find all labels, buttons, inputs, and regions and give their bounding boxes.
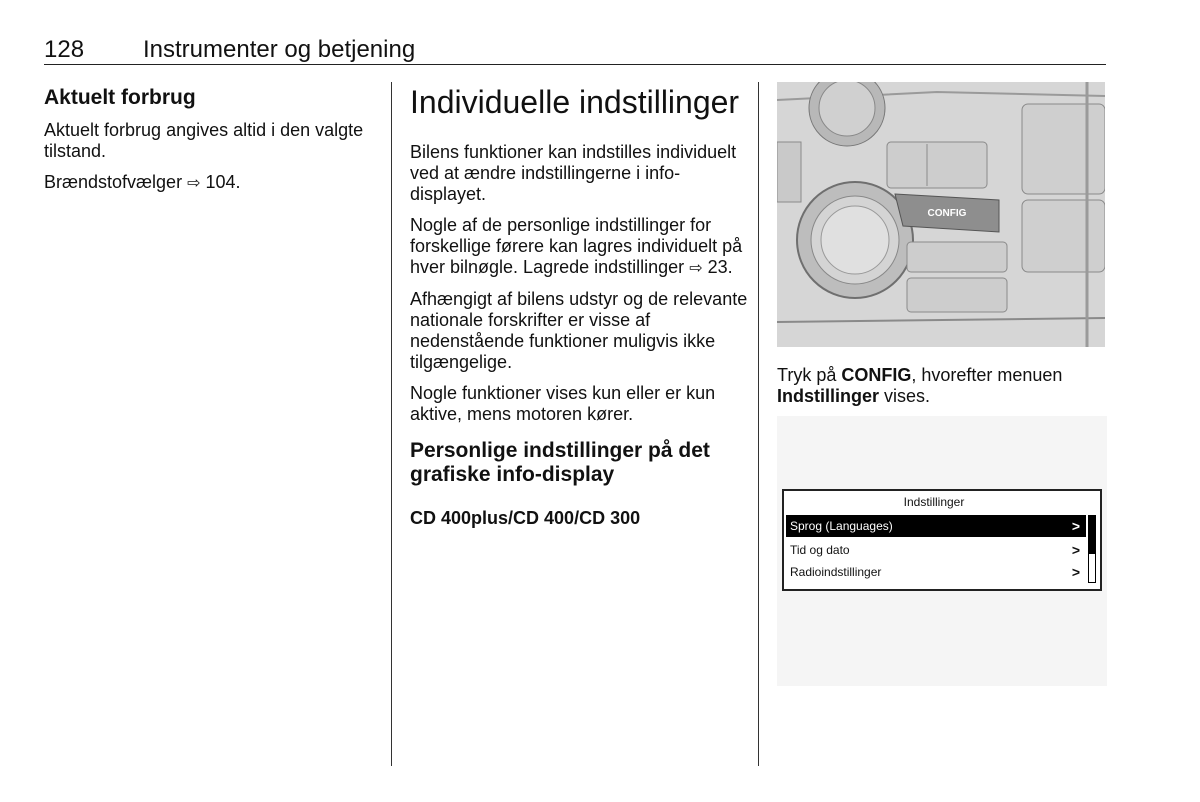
caption-keyword: CONFIG [841,365,912,385]
caption-text: , hvorefter menuen [911,365,1063,385]
page-reference-icon: ⇨ [187,175,201,192]
paragraph: Nogle funktioner vises kun eller er kun aktive, mens motoren kører. [410,383,716,424]
column-2 [410,84,750,547]
figure-caption [777,365,1107,407]
paragraph: Bilens funktioner kan indstilles individuelt ved at ændre indstillingerne i info-displayet. [410,142,737,204]
menu-item[interactable] [786,561,1086,583]
control-panel-svg [777,82,1105,347]
caption-text: Tryk på [777,365,842,385]
menu-item[interactable] [786,539,1086,561]
section-heading: Aktuelt forbrug [44,86,196,109]
reference-text: Nogle af de personlige indstillinger for forskellige førere kan lagres individuelt på hver bilnøgle. Lagrede indstillinger [410,215,743,277]
scrollbar-thumb[interactable] [1089,516,1095,554]
caption-keyword: Indstillinger [777,386,880,406]
config-button-label: CONFIG [927,208,967,219]
menu-item[interactable] [786,515,1086,537]
chevron-right-icon: > [1071,564,1080,580]
page-reference[interactable]: 23. [707,257,733,277]
page-number: 128 [44,36,85,63]
column-1 [44,86,374,194]
scrollbar[interactable] [1088,515,1096,583]
chevron-right-icon: > [1071,518,1080,534]
subsection-heading: Personlige indstillinger på det grafiske info-display [410,439,710,486]
paragraph: Afhængigt af bilens udstyr og de relevante nationale forskrifter er visse af nedenstående funktioner muligvis ikke tilgængelige. [410,289,748,372]
models-heading: CD 400plus/CD 400/CD 300 [410,508,641,528]
paragraph-reference [44,172,374,194]
info-display [782,489,1102,591]
page-reference[interactable]: 104. [205,172,241,192]
chevron-right-icon: > [1071,542,1080,558]
control-panel-illustration [777,82,1105,347]
column-divider [758,82,759,766]
chapter-title: Instrumenter og betjening [143,36,416,63]
display-title: Indstillinger [903,495,965,509]
column-divider [391,82,392,766]
paragraph: Aktuelt forbrug angives altid i den valgte tilstand. [44,120,364,161]
caption-text: vises. [879,386,931,406]
paragraph-reference [410,215,750,279]
menu-item-label: Tid og dato [790,543,850,557]
header-rule [44,64,1106,65]
page-reference-icon: ⇨ [689,260,703,277]
menu-item-label: Sprog (Languages) [790,519,893,533]
section-title: Individuelle indstillinger [410,84,740,120]
reference-text: Brændstofvælger [44,172,183,192]
menu-item-label: Radioindstillinger [790,565,882,579]
